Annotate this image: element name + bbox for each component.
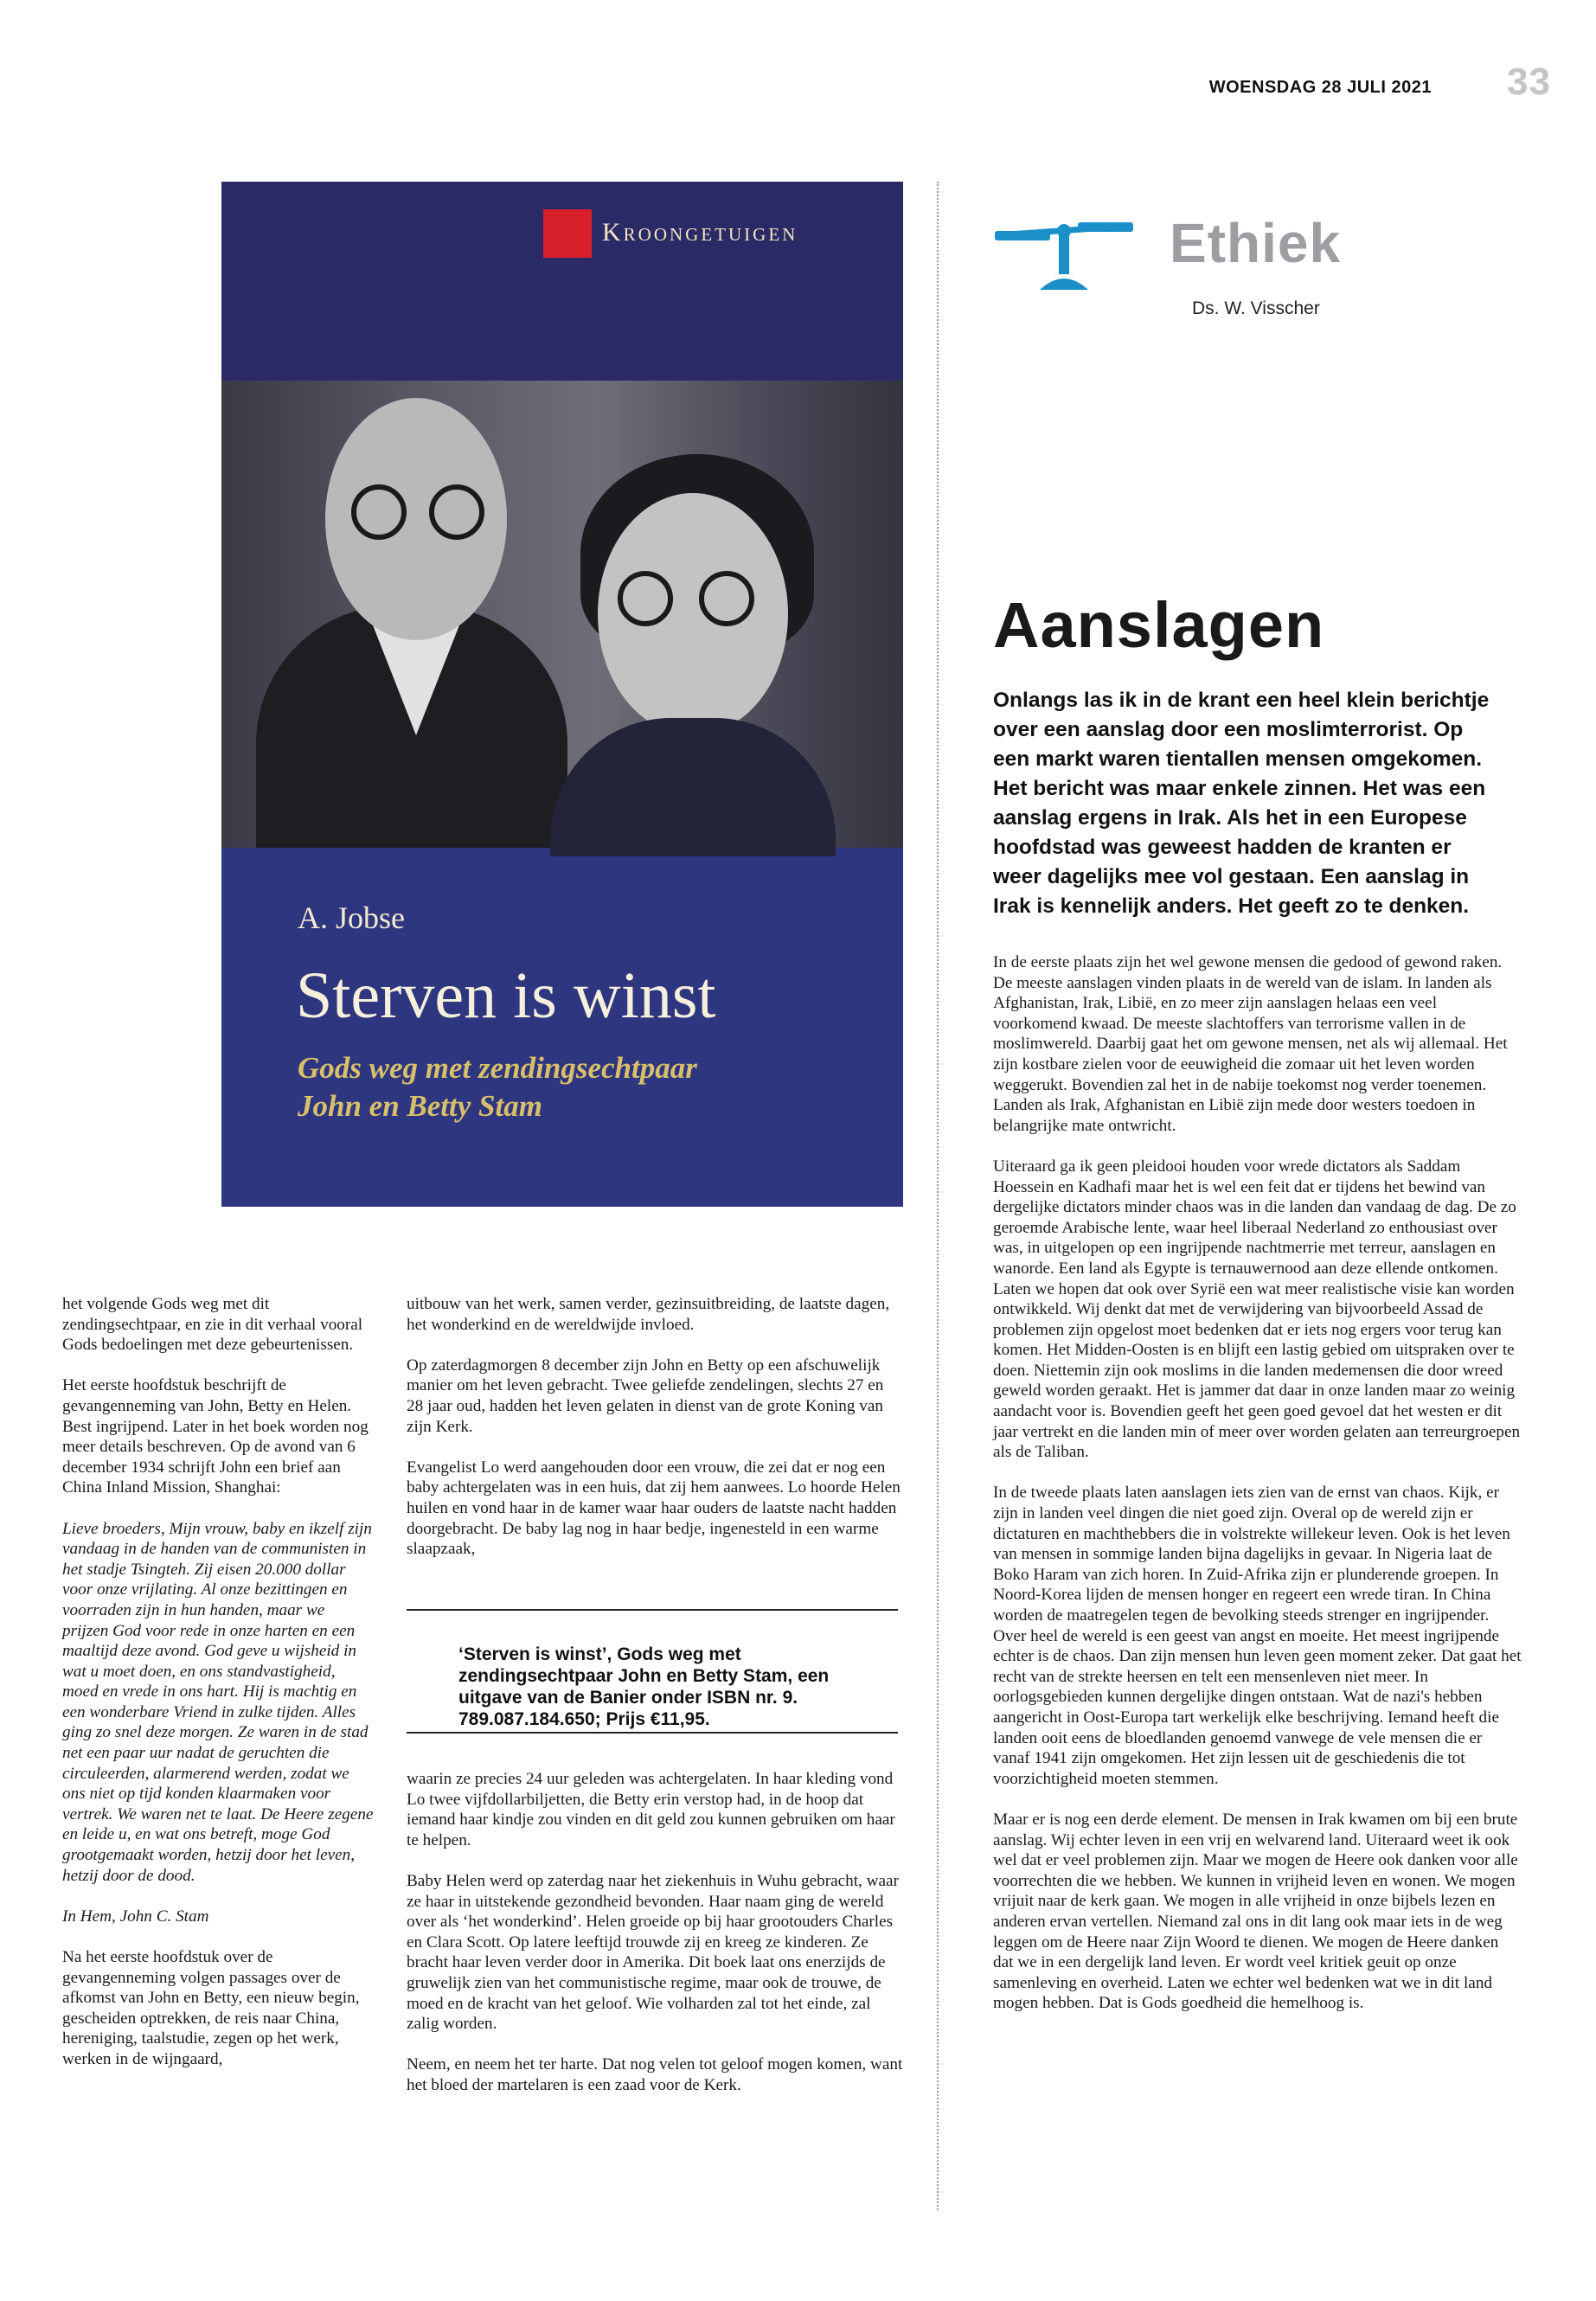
column-divider bbox=[937, 182, 939, 2210]
cover-subtitle-line: Gods weg met zendingsechtpaar bbox=[298, 1051, 697, 1085]
review-paragraph: Het eerste hoofdstuk beschrijft de gevangenneming van John, Betty en Helen. Best ingrijpend. Later in het boek worden nog meer details beschreven. Op de avond van 6 december 1934 schrijft John een brief aan China Inland Mission, Shanghai: bbox=[62, 1376, 369, 1497]
article-paragraph: In de eerste plaats zijn het wel gewone mensen die gedood of gewond raken. De meeste aanslagen vinden plaats in de wereld van de islam. In landen als Afghanistan, Irak, Libië, en zo meer zijn aanslagen helaas een veel voorkomend kwaad. De meeste slachtoffers van terrorisme vallen in de moslimwereld. Daarbij gaat het om gewone mensen, net als wij allemaal. Het zijn kostbare zielen voor de eeuwigheid die zomaar uit het leven worden weggerukt. Bovendien zal het in de nabije toekomst nog verder toenemen. Landen als Irak, Afghanistan en Libië zijn mede door westers toedoen in belangrijke mate ontwricht. bbox=[993, 953, 1508, 1135]
review-paragraph: uitbouw van het werk, samen verder, gezinsuitbreiding, de laatste dagen, het wonderkind en de wereldwijde invloed. bbox=[407, 1295, 890, 1334]
cover-author: A. Jobse bbox=[298, 901, 405, 935]
article-paragraph: Maar er is nog een derde element. De mensen in Irak kwamen om bij een brute aanslag. Wij echter leven in een vrij en welvarend land. Uiteraard weet ik ook wel dat er veel problemen zijn. Maar we mogen de Heere ook danken voor alle voorrechten die we hebben. We kunnen in vrijheid leven en wonen. We mogen vrijuit naar de kerk gaan. We mogen in alle vrijheid in onze bijbels lezen en anderen ervan vertellen. Niemand zal ons in dit lang ook maar iets in de weg leggen om de Heere naar Zijn Woord te dienen. We mogen de Heere danken dat we in een dergelijk land leven. Er wordt veel kritiek geuit op onze samenleving en overheid. Laten we echter wel bedenken wat we in dit land mogen hebben. Dat is Gods goedheid die hemelhoog is. bbox=[993, 1810, 1518, 2013]
cover-red-square bbox=[543, 209, 592, 258]
article-headline: Aanslagen bbox=[993, 589, 1325, 661]
cover-title: Sterven is winst bbox=[296, 959, 716, 1032]
letter-quote: Lieve broeders, Mijn vrouw, baby en ikzelf zijn vandaag in de handen van de communisten in het stadje Tsingteh. Zij eisen 20.000 dollar voor onze vrijlating. Al onze bezittingen en voorraden zijn in hun handen, maar we prijzen God voor rede in onze harten en een maaltijd deze avond. God geve u wijsheid in wat u moet doen, en ons standvastigheid, moed en vrede in ons hart. Hij is machtig en een wonderbare Vriend in zulke tijden. Alles ging zo snel deze morgen. Ze waren in de stad net een paar uur nadat de geruchten die circuleerden, alarmerend werden, zodat we ons niet op tijd konden klaarmaken voor vertrek. We waren net te laat. De Heere zegene en leide u, en wat ons betreft, moge God grootgemaakt worden, hetzij door het leven, hetzij door de dood. bbox=[62, 1519, 374, 1885]
review-paragraph: Neem, en neem het ter harte. Dat nog velen tot geloof mogen komen, want het bloed der martelaren is een zaad voor de Kerk. bbox=[407, 2055, 903, 2094]
photo-woman-dress bbox=[550, 718, 836, 856]
book-cover-image bbox=[221, 182, 903, 1207]
glasses-lens bbox=[351, 484, 407, 540]
callout-rule bbox=[407, 1609, 898, 1611]
review-middle-column-top bbox=[407, 1294, 904, 1580]
section-title: Ethiek bbox=[1170, 212, 1342, 274]
review-paragraph: Baby Helen werd op zaterdag naar het ziekenhuis in Wuhu gebracht, waar ze haar in uitstekende gezondheid bevonden. Haar naam ging de wereld over als ‘het wonderkind’. Helen groeide op bij haar grootouders Charles en Clara Scott. Op latere leeftijd trouwde zij en kreeg ze kinderen. Ze bracht haar leven verder door in Amerika. Dit boek laat ons enerzijds de gruwelijk zien van het communistische regime, maar ook de trouwe, de moed en de kracht van het geloof. Wie volharden zal tot het einde, zal zalig worden. bbox=[407, 1871, 899, 2034]
article-intro: Onlangs las ik in de krant een heel klein berichtje over een aanslag door een moslimterrorist. Op een markt waren tientallen mensen omgekomen. Het bericht was maar enkele zinnen. Het was een aanslag ergens in Irak. Als het in een Europese hoofdstad was geweest hadden de kranten er weer dagelijks mee vol gestaan. Een aanslag in Irak is kennelijk anders. Het geeft zo te denken. bbox=[993, 689, 1490, 918]
letter-signature: In Hem, John C. Stam bbox=[62, 1907, 209, 1926]
review-middle-column-bottom bbox=[407, 1769, 904, 2116]
glasses-lens bbox=[618, 571, 673, 626]
section-author: Ds. W. Visscher bbox=[1192, 298, 1320, 318]
callout-rule bbox=[407, 1732, 898, 1734]
cover-photo bbox=[221, 381, 903, 848]
glasses-lens bbox=[429, 484, 484, 540]
scale-icon bbox=[995, 212, 1133, 294]
cover-subtitle bbox=[298, 1049, 851, 1125]
article-paragraph: Uiteraard ga ik geen pleidooi houden voor wrede dictators als Saddam Hoessein en Kadhafi maar het is wel een feit dat er tijdens het bewind van dergelijke dictators minder chaos was in die landen dan vandaag de dag. De zo geroemde Arabische lente, waar heel liberaal Nederland zo enthousiast over was, in uitgelopen op een ingrijpende nachtmerrie met terreur, aanslagen en wanorde. Een land als Egypte is ternauwernood aan deze ellende ontkomen. Laten we hopen dat ook over Syrië een wat meer realistische visie kan worden ontwikkeld. Wij denkt dat met de verwijdering van bijvoorbeeld Assad de problemen zijn opgelost moet bedenken dat er iets nog ergers voor terug kan komen. Het Midden-Oosten is en blijft een lastig gebied om uitspraken over te doen. Niettemin zijn ook moslims in die landen medemensen die door wreed geweld worden geraakt. Het is jammer dat daar in onze landen maar zo weinig aandacht voor is. Bovendien geeft het geen goed gevoel dat het westen er dit jaar vertrekt en die landen min of meer over worden gelaten aan terreurgroepen als de Taliban. bbox=[993, 1157, 1521, 1462]
article-paragraph: In de tweede plaats laten aanslagen iets zien van de ernst van chaos. Kijk, er zijn in landen veel dingen die niet goed zijn. Overal op de wereld zijn er dictaturen en machthebbers die in volstrekte willekeur leven. Ook is het leven van mensen in sommige landen bijna dagelijks in gevaar. In Nigeria laat de Boko Haram van zich horen. In Zuid-Afrika zijn er plunderende groepen. In Noord-Korea lijden de mensen honger en regeert een wrede tiran. In China worden de maatregelen tegen de bevolking steeds strenger en ingrijpender. Over heel de wereld is een geest van angst en moeite. Het meest ingrijpende echter is de chaos. Dan zijn mensen hun leven geen moment zeker. Dat gaat het recht van de strekte heersen en telt een mensenleven niet meer. In oorlogsgebieden kunnen dergelijke dingen ontstaan. Wat de nazi's hebben aangericht in Oost-Europa tart werkelijk elke beschrijving. Iemand heeft die landen ooit eens de bloedlanden genoemd vanwege de vele mensen die er vanaf 1941 zijn omgekomen. Het zijn lessen uit de geschiedenis die tot voorzichtigheid moeten stemmen. bbox=[993, 1484, 1522, 1788]
book-info-callout: ‘Sterven is winst’, Gods weg met zendingsechtpaar John en Betty Stam, een uitgave van de Banier onder ISBN nr. 9. 789.087.184.650; Prijs €11,95. bbox=[458, 1644, 830, 1729]
review-paragraph: het volgende Gods weg met dit zendingsechtpaar, en zie in dit verhaal vooral Gods bedoelingen met deze gebeurtenissen. bbox=[62, 1295, 363, 1355]
review-paragraph: Na het eerste hoofdstuk over de gevangenneming volgen passages over de afkomst van John en Betty, een nieuw begin, gescheiden optrekken, de reis naar China, hereniging, taalstudie, zegen op het werk, werken in de wijngaard, bbox=[62, 1948, 360, 2068]
review-paragraph: waarin ze precies 24 uur geleden was achtergelaten. In haar kleding vond Lo twee vijfdollarbiljetten, die Betty erin verstop had, in de hoop dat iemand haar kindje zou vinden en dit geld zou kunnen gebruiken om haar te helpen. bbox=[407, 1770, 895, 1849]
review-left-column bbox=[62, 1294, 374, 2090]
cover-subtitle-line: John en Betty Stam bbox=[298, 1089, 542, 1123]
review-paragraph: Op zaterdagmorgen 8 december zijn John en Betty op een afschuwelijk manier om het leven gebracht. Twee geliefde zendelingen, slechts 27 en 28 jaar oud, hadden het leven gelaten in dienst van de grote Koning van zijn Kerk. bbox=[407, 1356, 884, 1436]
issue-date: WOENSDAG 28 JULI 2021 bbox=[1208, 78, 1432, 97]
article-body bbox=[993, 952, 1522, 2034]
page-number: 33 bbox=[1507, 61, 1551, 103]
cover-series-label: Kroongetuigen bbox=[602, 218, 798, 247]
glasses-lens bbox=[699, 571, 754, 626]
review-paragraph: Evangelist Lo werd aangehouden door een vrouw, die zei dat er nog een baby achtergelaten was in een huis, dat zij hem aanwees. Lo hoorde Helen huilen en vond haar in de kamer waar haar ouders de laatste nacht hadden doorgebracht. De baby lag nog in haar bedje, ingenesteld in een warme slaapzaak, bbox=[407, 1458, 901, 1559]
